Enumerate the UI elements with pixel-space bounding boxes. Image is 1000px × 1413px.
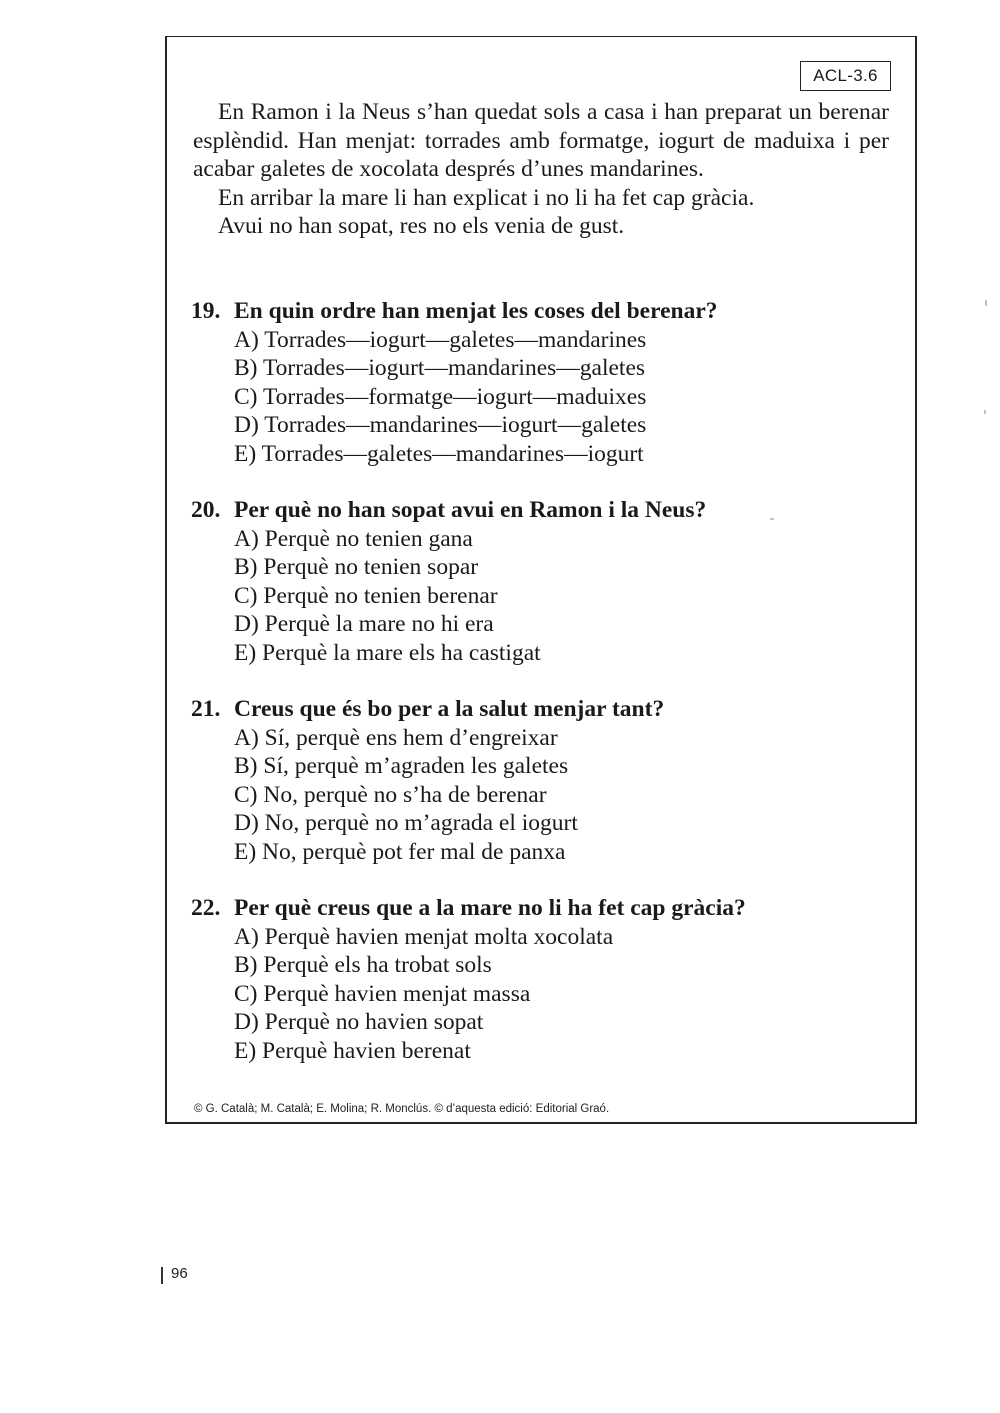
- answer-option-c[interactable]: C) Perquè no tenien berenar: [234, 582, 498, 609]
- question-number: 19.: [191, 298, 221, 324]
- answer-option-e[interactable]: E) Perquè havien berenat: [234, 1037, 471, 1064]
- activity-code-label: ACL-3.6: [800, 61, 891, 91]
- page-number: 96: [171, 1265, 188, 1282]
- reading-passage: [193, 98, 889, 241]
- answer-option-b[interactable]: B) Torrades—iogurt—mandarines—galetes: [234, 355, 646, 382]
- scan-speck: [985, 300, 987, 306]
- answer-option-d[interactable]: D) Perquè no havien sopat: [234, 1009, 484, 1036]
- answer-option-a[interactable]: A) Perquè havien menjat molta xocolata: [234, 923, 614, 950]
- question-text: Per què no han sopat avui en Ramon i la Neus?: [234, 497, 707, 523]
- answer-option-d[interactable]: D) Torrades—mandarines—iogurt—galetes: [234, 412, 647, 439]
- question-19: [191, 297, 891, 469]
- answer-options: [191, 525, 891, 668]
- copyright-notice: © G. Català; M. Català; E. Molina; R. Monclús. © d’aquesta edició: Editorial Graó.: [194, 1103, 610, 1115]
- question-number: 20.: [191, 497, 221, 523]
- scan-speck: [984, 410, 986, 414]
- question-20: [191, 496, 891, 668]
- question-title: [191, 496, 891, 525]
- question-title: [191, 297, 891, 326]
- answer-option-e[interactable]: E) Torrades—galetes—mandarines—iogurt: [234, 440, 644, 467]
- question-title: [191, 695, 891, 724]
- question-number: 22.: [191, 895, 221, 921]
- passage-paragraph-1: En Ramon i la Neus s’han quedat sols a casa i han preparat un berenar esplèndid. Han menjat: torrades amb formatge, iogurt de maduixa i per acabar galetes de xocolata després d’unes mandarines.: [193, 99, 889, 183]
- passage-paragraph-3: Avui no han sopat, res no els venia de gust.: [218, 213, 625, 240]
- answer-option-a[interactable]: A) Perquè no tenien gana: [234, 525, 473, 552]
- answer-option-b[interactable]: B) Sí, perquè m’agraden les galetes: [234, 753, 569, 780]
- question-21: [191, 695, 891, 867]
- answer-option-b[interactable]: B) Perquè no tenien sopar: [234, 554, 479, 581]
- answer-option-a[interactable]: A) Sí, perquè ens hem d’engreixar: [234, 724, 558, 751]
- answer-option-a[interactable]: A) Torrades—iogurt—galetes—mandarines: [234, 326, 647, 353]
- answer-option-d[interactable]: D) No, perquè no m’agrada el iogurt: [234, 810, 578, 837]
- answer-option-b[interactable]: B) Perquè els ha trobat sols: [234, 952, 492, 979]
- answer-options: [191, 724, 891, 867]
- answer-option-e[interactable]: E) No, perquè pot fer mal de panxa: [234, 838, 566, 865]
- passage-paragraph-2: En arribar la mare li han explicat i no li ha fet cap gràcia.: [218, 184, 755, 211]
- question-number: 21.: [191, 696, 221, 722]
- page-number-divider: [161, 1267, 163, 1284]
- answer-option-c[interactable]: C) Torrades—formatge—iogurt—maduixes: [234, 383, 647, 410]
- question-text: Per què creus que a la mare no li ha fet cap gràcia?: [234, 895, 746, 921]
- answer-option-c[interactable]: C) Perquè havien menjat massa: [234, 980, 531, 1007]
- answer-options: [191, 326, 891, 469]
- answer-options: [191, 923, 891, 1066]
- question-22: [191, 894, 891, 1066]
- scan-speck: [770, 518, 774, 520]
- answer-option-e[interactable]: E) Perquè la mare els ha castigat: [234, 639, 541, 666]
- question-text: Creus que és bo per a la salut menjar tant?: [234, 696, 665, 722]
- question-title: [191, 894, 891, 923]
- answer-option-c[interactable]: C) No, perquè no s’ha de berenar: [234, 781, 547, 808]
- answer-option-d[interactable]: D) Perquè la mare no hi era: [234, 611, 494, 638]
- question-text: En quin ordre han menjat les coses del berenar?: [234, 298, 718, 324]
